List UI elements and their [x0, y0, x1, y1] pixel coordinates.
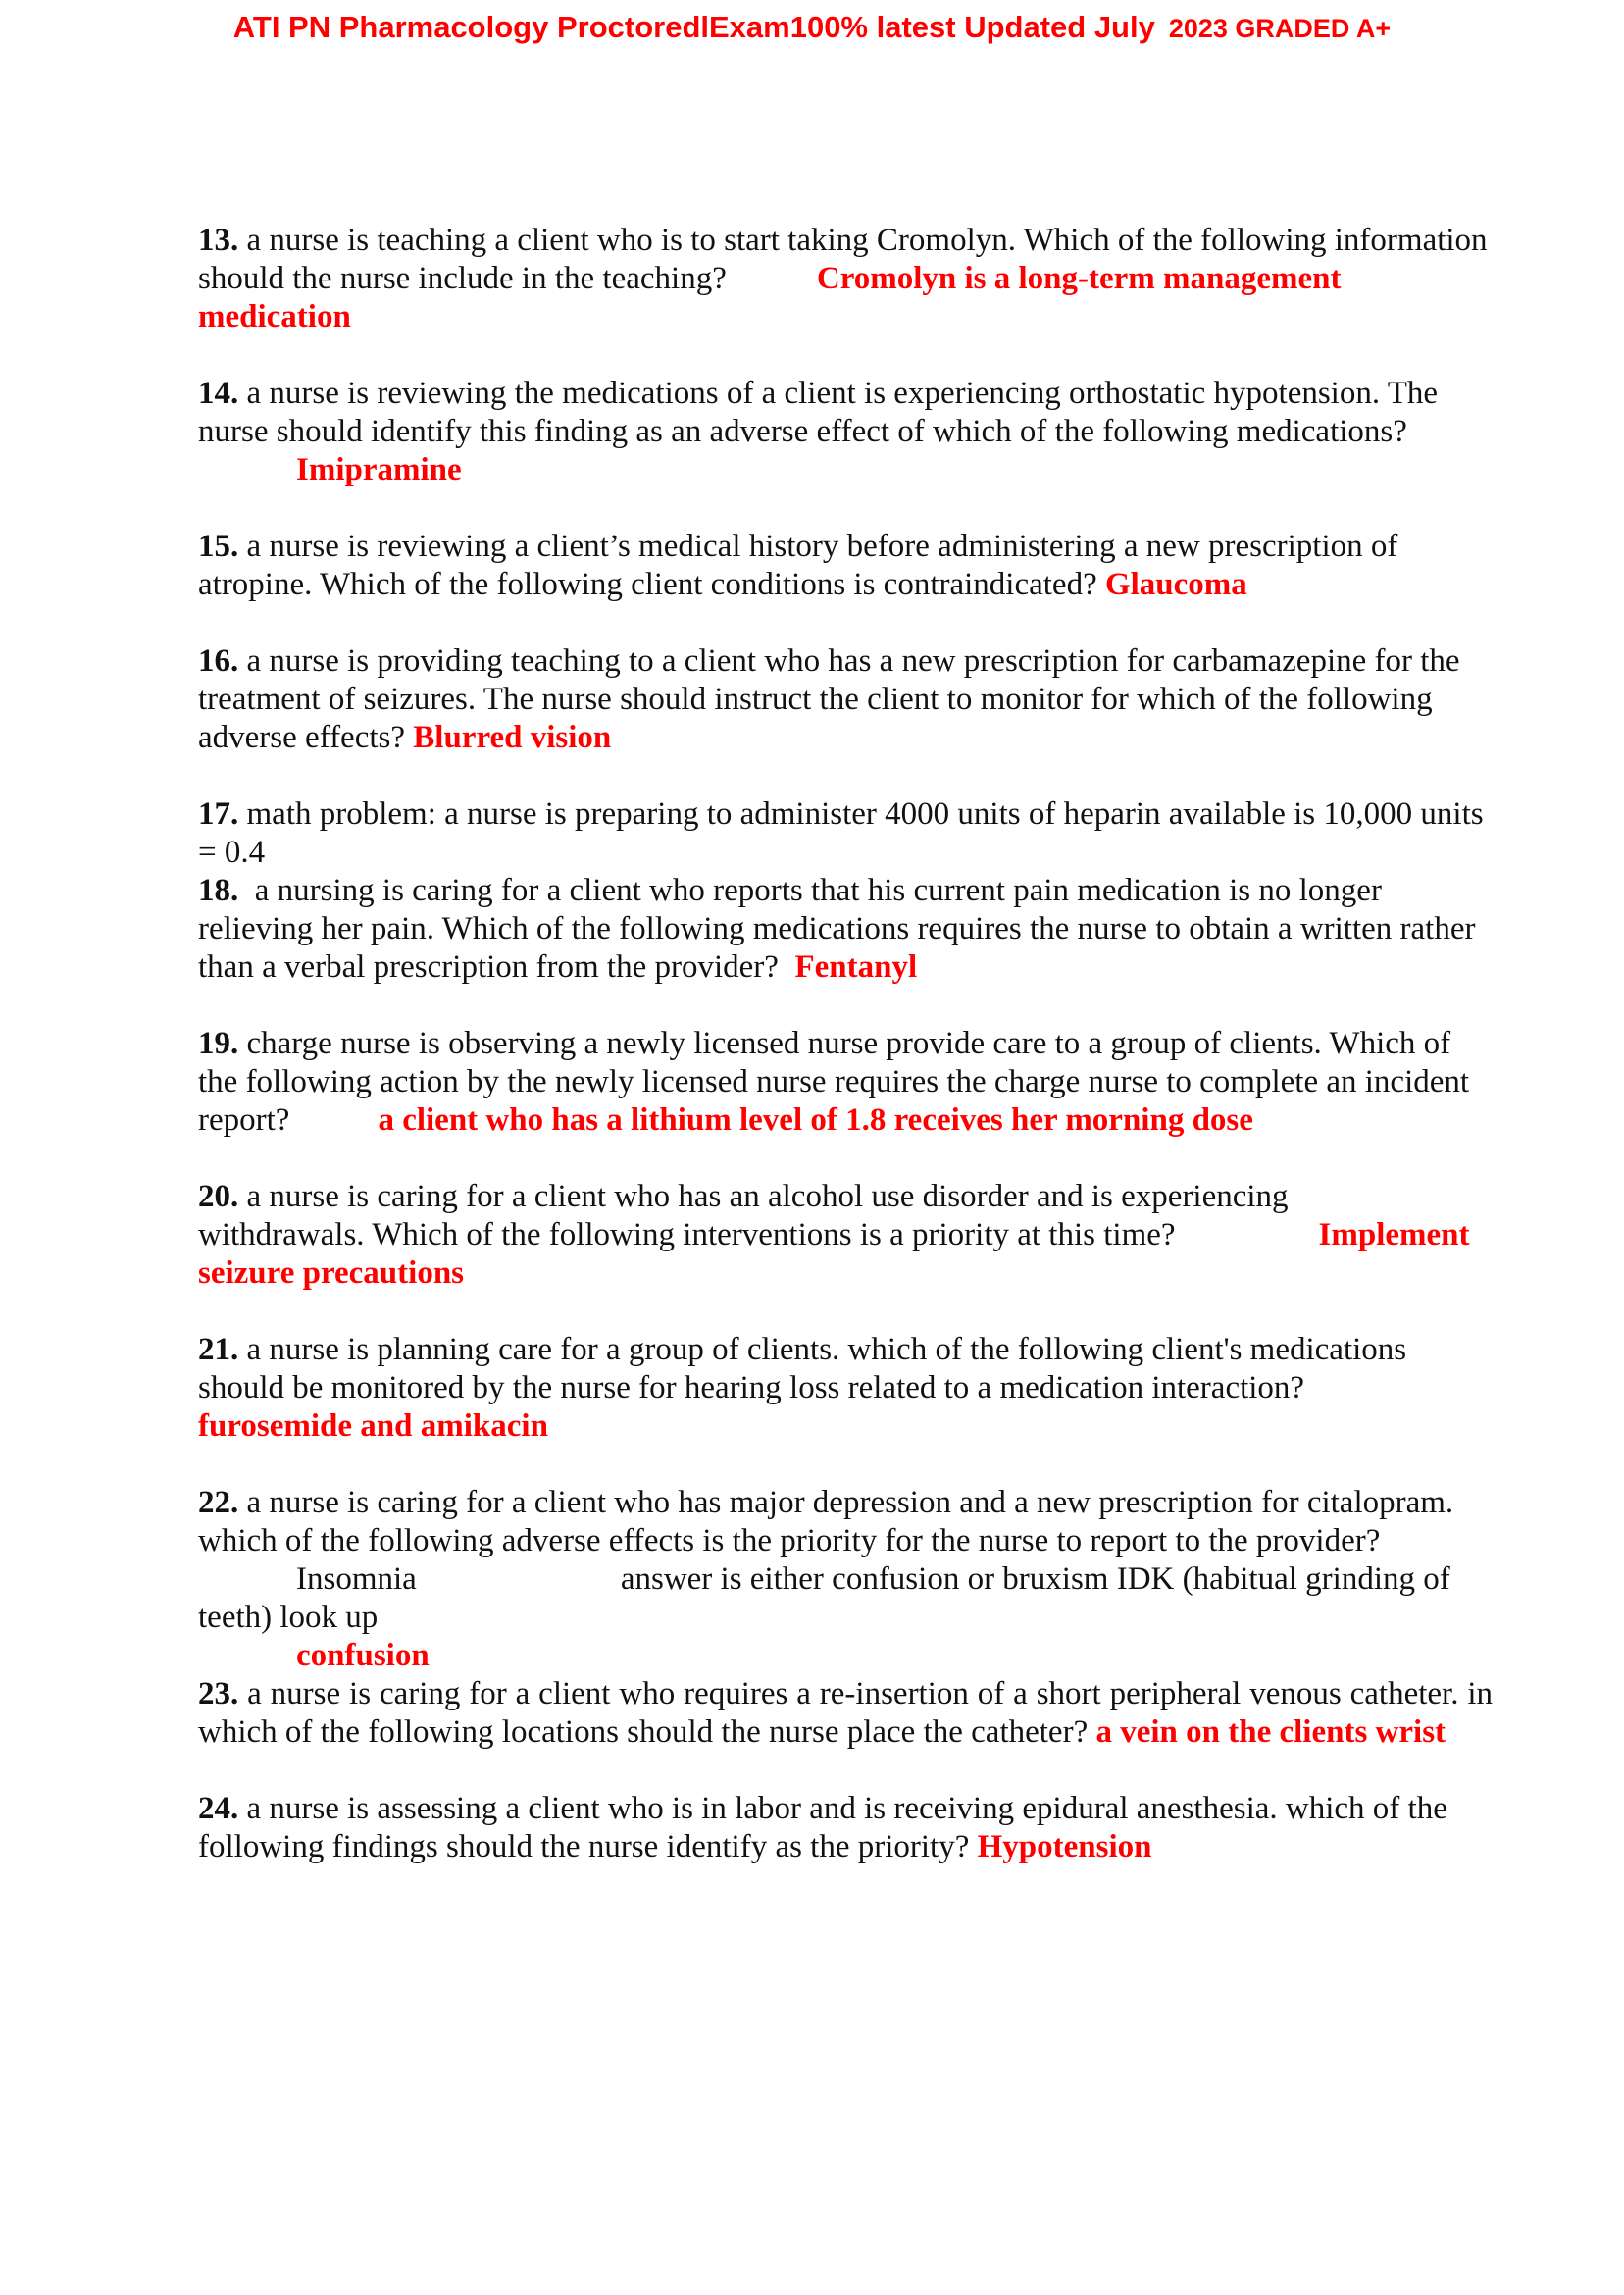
answer-part-1: Implement [1318, 1217, 1470, 1252]
question-21 [198, 1331, 1493, 1446]
answer: Hypotension [977, 1829, 1152, 1864]
note-continued: teeth) look up [198, 1600, 379, 1635]
answer: Glaucoma [1104, 567, 1247, 602]
question-text: a nursing is caring for a client who reports that his current pain medication is no longer relieving her pain. Which of the following medications requires the nurse to obtain a written rather than a verbal prescription from the provider? [198, 873, 1476, 985]
answer: furosemide and amikacin [198, 1408, 548, 1444]
answer: Blurred vision [413, 720, 612, 755]
header-grade: 2023 GRADED A+ [1168, 14, 1392, 43]
question-14 [198, 375, 1493, 489]
question-22 [198, 1484, 1493, 1675]
answer: confusion [296, 1638, 430, 1673]
question-text: a nurse is reviewing the medications of a client is experiencing orthostatic hypotension. The nurse should identify this finding as an adverse effect of which of the following medications? [198, 376, 1439, 449]
answer: Cromolyn is a long-term management medication [198, 261, 1342, 334]
question-text: a nurse is assessing a client who is in labor and is receiving epidural anesthesia. which of the following findings should the nurse identify as the priority? [198, 1791, 1447, 1864]
header-title: ATI PN Pharmacology ProctoredlExam100% latest Updated July [232, 10, 1155, 44]
question-number: 21. [198, 1332, 239, 1367]
question-19 [198, 1025, 1493, 1140]
question-text: a nurse is reviewing a client’s medical history before administering a new prescription of atropine. Which of the following client conditions is contraindicated? [198, 529, 1398, 602]
answer-part-2: seizure precautions [198, 1255, 465, 1291]
question-text-continued: withdrawals. Which of the following interventions is a priority at this time? [198, 1217, 1176, 1252]
question-number: 16. [198, 643, 239, 679]
question-number: 18. [198, 873, 239, 908]
question-number: 22. [198, 1485, 239, 1520]
question-18 [198, 872, 1493, 987]
document-header [0, 8, 1624, 48]
question-number: 15. [198, 529, 239, 564]
question-23 [198, 1675, 1493, 1752]
question-number: 20. [198, 1179, 239, 1214]
question-number: 13. [198, 223, 239, 258]
question-text: charge nurse is observing a newly licensed nurse provide care to a group of clients. Which of the following action by the newly licensed nurse requires the charge nurse to complete an incident report? [198, 1026, 1470, 1138]
question-13 [198, 222, 1493, 336]
option-insomnia: Insomnia [296, 1561, 417, 1597]
question-15 [198, 528, 1493, 604]
answer: Imipramine [296, 452, 462, 487]
question-text: math problem: a nurse is preparing to administer 4000 units of heparin available is 10,000 units = 0.4 [198, 796, 1484, 870]
question-text: a nurse is caring for a client who requires a re-insertion of a short peripheral venous catheter. in which of the following locations should the nurse place the catheter? [198, 1676, 1493, 1750]
question-24 [198, 1790, 1493, 1866]
note: answer is either confusion or bruxism IDK (habitual grinding of [620, 1561, 1450, 1597]
question-text: a nurse is providing teaching to a client who has a new prescription for carbamazepine for the treatment of seizures. The nurse should instruct the client to monitor for which of the following adverse effects? [198, 643, 1460, 755]
answer: Fentanyl [794, 949, 918, 985]
question-number: 17. [198, 796, 239, 832]
answer: a vein on the clients wrist [1095, 1714, 1446, 1750]
question-text: a nurse is teaching a client who is to start taking Cromolyn. Which of the following information should the nurse include in the teaching? [198, 223, 1488, 296]
question-number: 23. [198, 1676, 239, 1711]
question-text: a nurse is planning care for a group of clients. which of the following client's medications should be monitored by the nurse for hearing loss related to a medication interaction? [198, 1332, 1407, 1405]
answer: a client who has a lithium level of 1.8 receives her morning dose [378, 1102, 1253, 1138]
question-17 [198, 795, 1493, 872]
question-number: 14. [198, 376, 239, 411]
question-20 [198, 1178, 1493, 1293]
question-16 [198, 642, 1493, 757]
question-text: a nurse is caring for a client who has an alcohol use disorder and is experiencing [246, 1179, 1289, 1214]
question-text: a nurse is caring for a client who has major depression and a new prescription for citalopram. which of the following adverse effects is the priority for the nurse to report to the provider? [198, 1485, 1454, 1558]
question-number: 19. [198, 1026, 239, 1061]
question-list [198, 222, 1493, 1905]
question-number: 24. [198, 1791, 239, 1826]
